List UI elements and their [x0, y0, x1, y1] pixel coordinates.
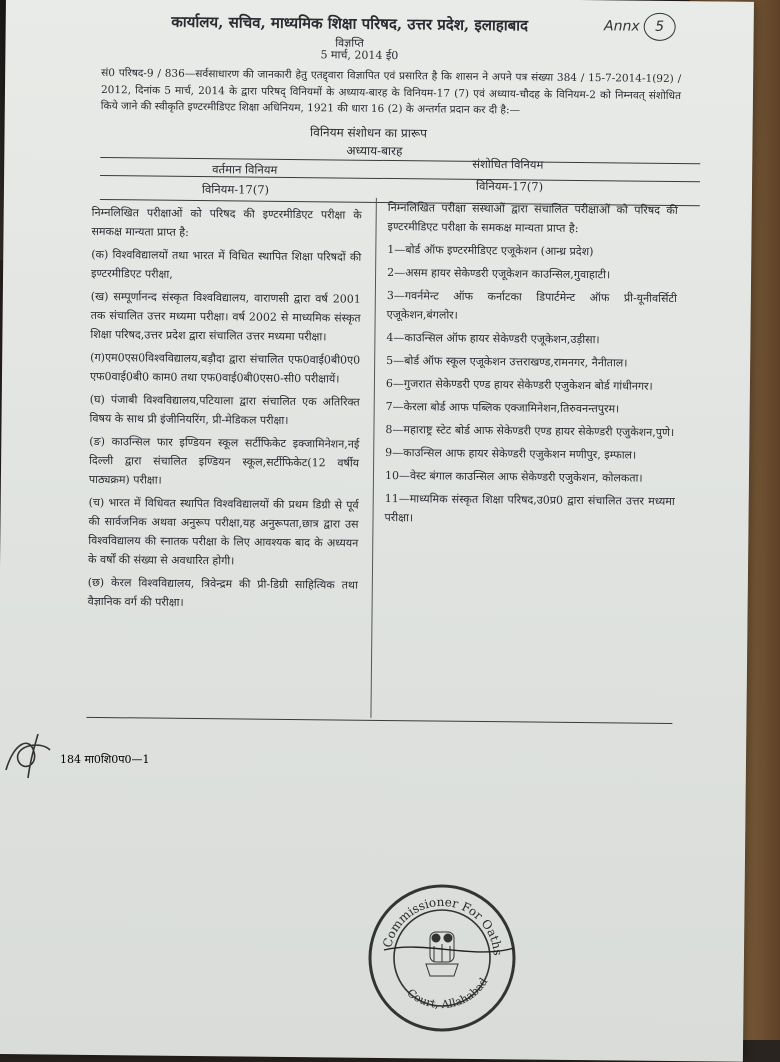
left-item: (ख) सम्पूर्णानन्द संस्कृत विश्वविद्यालय, वाराणसी द्वारा वर्ष 2001 तक संचालित उत्तर मध्यमा परीक्षा। वर्ष 2002 से माध्यमिक संस्कृत शिक्षा परिषद,उत्तर प्रदेश द्वारा संचालित उत्तर मध्यमा परीक्षा।	[90, 289, 361, 344]
footer-code: 184 मा0शि0प0—1	[60, 753, 150, 766]
right-item: 7—केरला बोर्ड आफ पब्लिक एक्जामिनेशन,तिरुवनन्तपुरम।	[385, 399, 620, 416]
svg-text:Court, Allahabad	[404, 976, 490, 1012]
left-item: (ग)एम0एस0विश्वविद्यालय,बड़ौदा द्वारा संचालित एफ0वाई0बी0ए0 एफ0वाई0बी0 काम0 तथा एफ0वाई0बी0एस0-सी0 परीक्षायें।	[89, 350, 361, 386]
annotation-text: Annx	[604, 18, 640, 35]
right-column-header: संशोधित विनियम	[472, 156, 544, 172]
right-item: निम्नलिखित परीक्षा संस्थाओं द्वारा संचालित परीक्षाओं को परिषद की इण्टरमीडिएट परीक्षा के समकक्ष मान्यता प्राप्त है:	[387, 201, 678, 236]
left-item: (क) विश्वविद्यालयों तथा भारत में विधित स्थापित शिक्षा परिषदों की इण्टरमीडिएट परीक्षा,	[91, 247, 362, 281]
rule-middle	[100, 175, 700, 182]
right-item: 4—काउन्सिल ऑफ हायर सेकेण्डरी एजूकेशन,उड़ीसा।	[386, 331, 600, 347]
section-title: विनियम संशोधन का प्रारूप	[310, 125, 428, 141]
seal-top-text: Commissioner For Oaths	[380, 894, 505, 957]
rule-end	[86, 717, 672, 724]
right-item: 9—काउन्सिल आफ हायर सेकेण्डरी एजुकेशन मणीपुर, इम्फाल।	[385, 445, 637, 462]
right-item: 10—वेस्ट बंगाल काउन्सिल आफ सेकेण्डरी एजुकेशन, कोलकता।	[384, 468, 643, 485]
notice-date: 5 मार्च, 2014 ई0	[320, 48, 399, 63]
left-column-subheader: विनियम-17(7)	[201, 182, 270, 197]
left-item: (ङ) काउन्सिल फार इण्डियन स्कूल सर्टीफिकेट इक्जामिनेशन,नई दिल्ली द्वारा संचालित इण्डियन स्कूल,सर्टीफिकेट(12 वर्षीय पाठ्यक्रम) परीक्षा।	[88, 434, 360, 487]
seal-bottom-text: Court, Allahabad	[404, 975, 491, 1012]
emblem-icon	[426, 932, 458, 976]
amended-regulation-column	[384, 198, 677, 534]
right-item: 3—गवर्नमेन्ट ऑफ कर्नाटका डिपार्टमेन्ट ऑफ प्री-यूनीवर्सिटी एजूकेशन,बंगलोर।	[386, 289, 677, 322]
left-item: (छ) केरल विश्वविद्यालय, त्रिवेन्द्रम की प्री-डिग्री साहित्यिक तथा वैज्ञानिक वर्ग की परीक्षा।	[87, 575, 358, 609]
left-column-header: वर्तमान विनियम	[212, 162, 278, 177]
right-item: 2—असम हायर सेकेण्डरी एजूकेशन काउन्सिल,गुवाहाटी।	[387, 266, 611, 282]
right-item: 8—महाराष्ट्र स्टेट बोर्ड आफ सेकेण्डरी एण्ड हायर सेकेण्डरी एजुकेशन,पुणे।	[385, 422, 675, 440]
right-item: 5—बोर्ड ऑफ स्कूल एजूकेशन उत्तराखण्ड,रामनगर, नैनीताल।	[386, 354, 628, 370]
chapter-title: अध्याय-बारह	[346, 143, 403, 159]
right-item: 1—बोर्ड ऑफ इण्टरमीडिएट एजूकेशन (आन्ध्र प्रदेश)	[387, 243, 594, 259]
right-column-subheader: विनियम-17(7)	[475, 178, 544, 194]
right-item: 6—गुजरात सेकेण्डरी एण्ड हायर सेकेण्डरी एजुकेशन बोर्ड गांधीनगर।	[385, 377, 653, 393]
office-title: कार्यालय, सचिव, माध्यमिक शिक्षा परिषद, उत्तर प्रदेश, इलाहाबाद	[171, 12, 529, 35]
annotation-circle-number: 5	[644, 13, 676, 41]
right-item: 11—माध्यमिक संस्कृत शिक्षा परिषद,उ0प्र0 द्वारा संचालित उत्तर मध्यमा परीक्षा।	[384, 491, 675, 525]
notice-label: विज्ञप्ति	[335, 36, 364, 50]
left-item: (घ) पंजाबी विश्वविद्यालय,पटियाला द्वारा संचालित एक अतिरिक्त विषय के साथ प्री इंजीनियरिंग, प्री-मेडिकल परीक्षा।	[89, 392, 360, 427]
handwritten-annotation	[604, 12, 676, 41]
current-regulation-column	[88, 203, 362, 618]
left-item: (च) भारत में विधिवत स्थापित विश्वविद्यालयों की प्रथम डिग्री से पूर्व की सार्वजनिक अथवा अनुरूप परीक्षा,यह अनुरूपता,छात्र द्वारा उस विश्वविद्यालय की स्नातक परीक्षा के लिए आवश्यक बाद के अध्ययन के वर्षों की संख्या से अवधारित होगी।	[88, 495, 359, 568]
commissioner-seal	[364, 880, 520, 1036]
column-divider	[370, 198, 376, 718]
left-item: निम्नलिखित परीक्षाओं को परिषद की इण्टरमीडिएट परीक्षा के समकक्ष मान्यता प्राप्त है:	[91, 205, 362, 239]
intro-paragraph: सं0 परिषद-9 / 836—सर्वसाधारण की जानकारी हेतु एतद्द्वारा विज्ञापित एवं प्रसारित है कि शासन ने अपने पत्र संख्या 384 / 15-7-2014-1(92) / 2012, दिनांक 5 मार्च, 2014 के द्वारा परिषद् विनियमों के अध्याय-बारह के विनियम-17 (7) एवं अध्याय-चौदह के विनियम-2 को निम्नवत् संशोधित किये जाने की स्वीकृति इण्टरमीडिएट शिक्षा अधिनियम, 1921 की धारा 16 (2) के अन्तर्गत प्रदान कर दी है:—	[100, 67, 682, 117]
